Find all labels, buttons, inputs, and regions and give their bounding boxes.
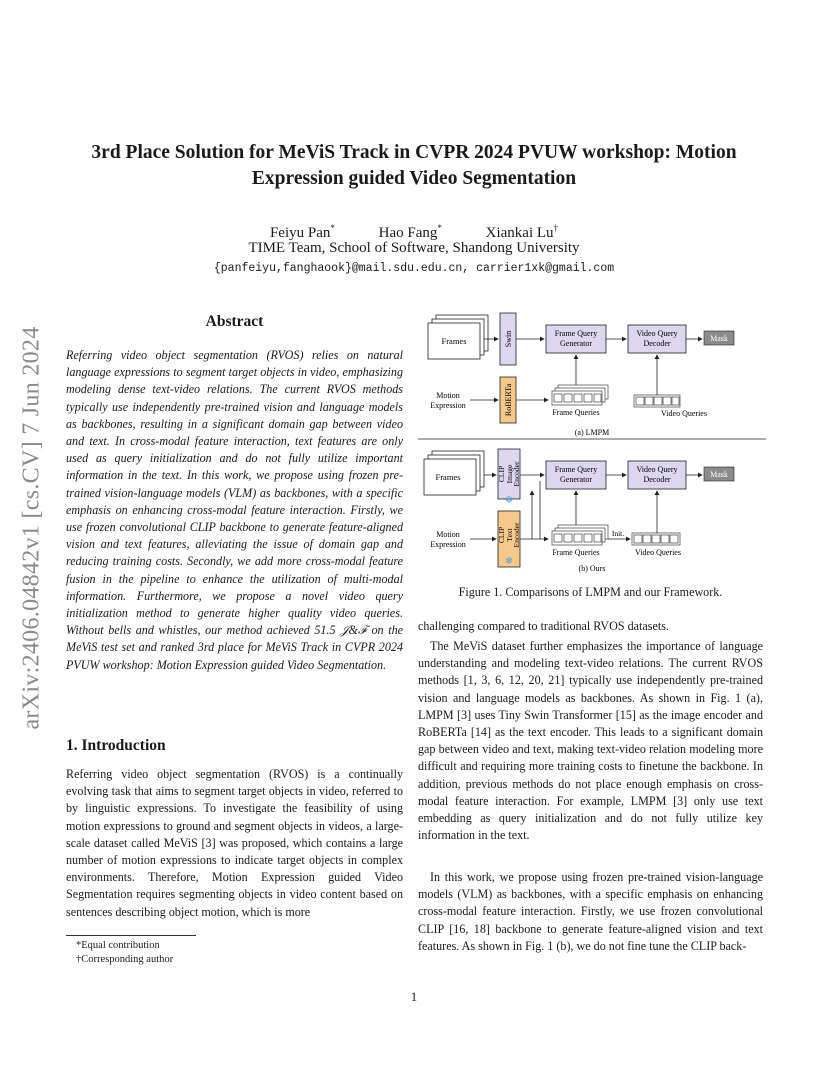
- roberta-label: RoBERTa: [504, 383, 513, 417]
- frames-label-bottom: Frames: [435, 472, 461, 482]
- frames-stack-bottom: [424, 451, 484, 495]
- figure-1-caption: Figure 1. Comparisons of LMPM and our Framework.: [458, 585, 723, 599]
- page-number: 1: [410, 990, 418, 1004]
- introduction-text-right-continuation: challenging compared to traditional RVOS datasets.: [418, 619, 669, 633]
- footnote-rule: [66, 935, 196, 936]
- author-emails: {panfeiyu,fanghaook}@mail.sdu.edu.cn, carrier1xk@gmail.com: [213, 262, 615, 275]
- video-queries-row-top: [634, 395, 680, 407]
- clip-image-label-2: Image: [505, 464, 514, 484]
- author-2: Hao Fang*: [378, 223, 442, 241]
- snowflake-frozen-icon-text: ❄: [504, 556, 514, 567]
- init-label: Init.: [611, 529, 625, 538]
- footnote-corresponding-author: †Corresponding author: [76, 954, 174, 965]
- section-introduction-heading: 1. Introduction: [66, 737, 166, 754]
- abstract-text: Referring video object segmentation (RVOS) relies on natural language expressions to segment target objects in video, emphasizing modeling dense text-video relations. The current RVOS methods typically use independently pre-trained vision and language models as backbones, resulting in a significant domain gap between video and text. In cross-modal feature interaction, text features are only used as query initialization and do not fully utilize important information in the text. In this work, we propose using frozen pre-trained vision-language models (VLM) as backbones, with a specific emphasis on enhancing cross-modal feature interaction. Firstly, we use frozen convolutional CLIP backbone to generate feature-aligned vision and text features, alleviating the issue of domain gap and reducing training costs. Secondly, we add more cross-modal feature fusion in the pipeline to enhance the utilization of multi-modal information. Furthermore, we propose a novel video query initialization method to generate higher quality video queries. Without bells and whistles, our method achieved 51.5 𝒥&ℱ on the MeViS test set and ranked 3rd place for MeViS Track in CVPR 2024 PVUW workshop: Motion Expression guided Video Segmentation.: [66, 348, 403, 672]
- ours-panel: [424, 449, 734, 573]
- frames-stack-top: [428, 315, 488, 359]
- sublabel-ours: (b) Ours: [578, 564, 606, 573]
- lmpm-panel: [428, 313, 734, 437]
- fqg-label-line-2-top: Generator: [560, 339, 592, 348]
- title-line-2: Expression guided Video Segmentation: [251, 168, 577, 189]
- clip-text-label-3: Encoder: [512, 522, 521, 548]
- fqg-label-line-1-bottom: Frame Query: [554, 465, 598, 474]
- vqd-label-line-1-bottom: Video Query: [636, 465, 678, 474]
- introduction-text-left: Referring video object segmentation (RVOS) is a continually evolving task that aims to segment target objects in video, referred to by linguistic expressions. To investigate the feasibility of using motion expressions to ground and segment objects in videos, a large-scale dataset called MeViS [3] was proposed, which contains a large number of motion expressions to indicate target objects in complex environments. Therefore, Motion Expression guided Video Segmentation requires segmenting objects in video content based on sentences describing object motion, which is more: [66, 767, 403, 919]
- motion-label-bottom: Motion: [436, 530, 460, 539]
- vqd-label-line-1-top: Video Query: [636, 329, 678, 338]
- video-queries-row-bottom: [632, 533, 680, 545]
- introduction-text-right-paragraph-3: In this work, we propose using frozen pre-trained vision-language models (VLM) as backbones, with a specific emphasis on enhancing cross-modal feature interaction. Firstly, we use frozen convolutional CLIP [16, 18] backbone to generate feature-aligned vision and text features. As shown in Fig. 1 (b), we do not fine tune the CLIP back-: [418, 870, 763, 953]
- motion-label-top: Motion: [436, 391, 460, 400]
- expression-label-top: Expression: [430, 401, 466, 410]
- arxiv-identifier: arXiv:2406.04842v1 [cs.CV] 7 Jun 2024: [18, 326, 45, 730]
- abstract-heading: Abstract: [205, 313, 264, 330]
- arxiv-stamp: [10, 298, 54, 758]
- figure-1-diagram: [418, 305, 766, 573]
- fqg-label-line-2-bottom: Generator: [560, 475, 592, 484]
- frame-queries-stack-bottom: [552, 525, 608, 545]
- expression-label-bottom: Expression: [430, 540, 466, 549]
- clip-text-label-1: CLIP: [497, 526, 506, 544]
- sublabel-lmpm: (a) LMPM: [574, 428, 610, 437]
- clip-image-label-3: Encoder: [512, 461, 521, 487]
- introduction-text-right-paragraph-2: The MeViS dataset further emphasizes the importance of language understanding and modeling text-video relations. The current RVOS methods [1, 3, 6, 12, 20, 21] typically use independently pre-trained vision and language models as backbones. As shown in Fig. 1 (a), LMPM [3] uses Tiny Swin Transformer [15] as the image encoder and RoBERTa [14] as the text encoder. This leads to a significant domain gap between video and text, making text-video relation modeling more difficult and requiring more training costs to finetune the backbone. In addition, previous methods do not place enough emphasis on cross-modal feature interaction. For example, LMPM [3] only use text embedding as query initialization and do not fully utilize key information in the text.: [418, 639, 763, 843]
- frame-queries-stack-top: [552, 385, 608, 405]
- vqd-label-line-2-bottom: Decoder: [643, 475, 671, 484]
- title-line-1: 3rd Place Solution for MeViS Track in CVPR 2024 PVUW workshop: Motion: [91, 142, 737, 163]
- paper-title: [40, 140, 788, 192]
- clip-image-label-1: CLIP: [497, 465, 506, 483]
- author-1: Feiyu Pan*: [269, 223, 335, 241]
- author-3: Xiankai Lu†: [485, 223, 559, 241]
- mask-label-bottom: Mask: [710, 470, 728, 479]
- clip-text-label-2: Text: [505, 528, 514, 542]
- frame-queries-label-bottom: Frame Queries: [552, 548, 600, 557]
- frame-queries-label-top: Frame Queries: [552, 408, 600, 417]
- vqd-label-line-2-top: Decoder: [643, 339, 671, 348]
- mask-label-top: Mask: [710, 334, 728, 343]
- swin-label: Swin: [504, 330, 513, 348]
- video-queries-label-bottom: Video Queries: [635, 548, 681, 557]
- frames-label-top: Frames: [441, 336, 467, 346]
- fqg-label-line-1-top: Frame Query: [554, 329, 598, 338]
- snowflake-frozen-icon-image: ❄: [504, 495, 514, 506]
- video-queries-label-top: Video Queries: [661, 409, 707, 418]
- affiliation: TIME Team, School of Software, Shandong University: [248, 240, 580, 256]
- footnote-equal-contribution: *Equal contribution: [76, 940, 160, 951]
